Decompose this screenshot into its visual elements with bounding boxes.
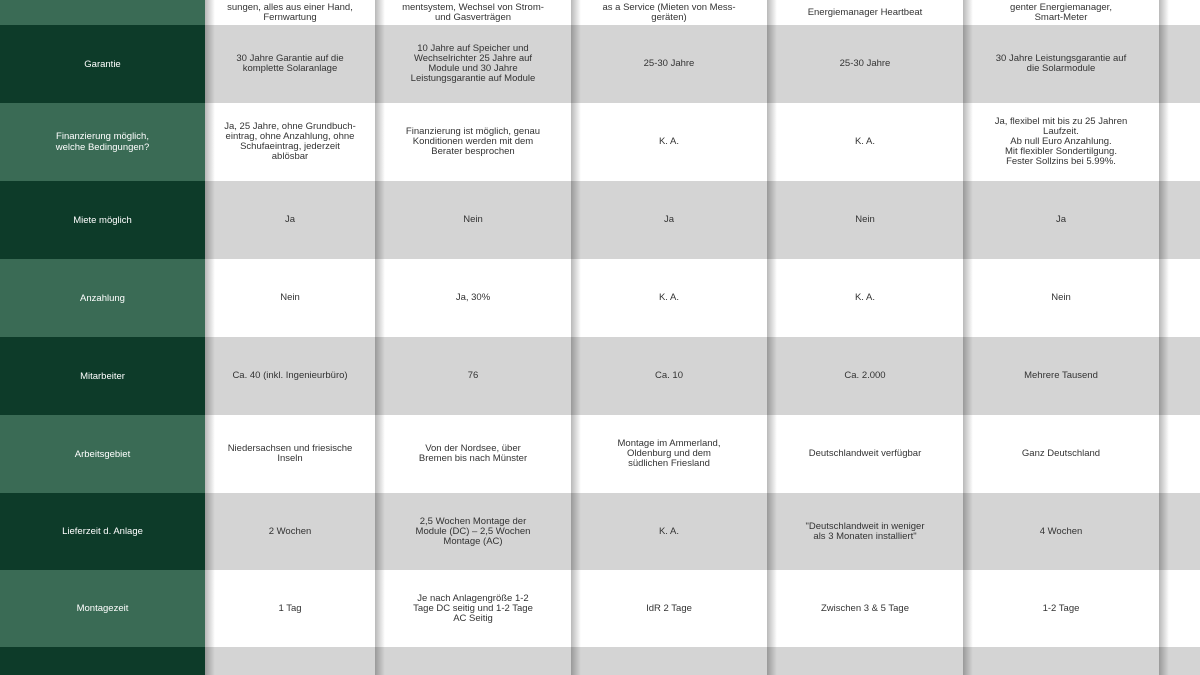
table-row-finanzierung [0,103,1200,181]
table-cell: Nein [463,214,483,225]
table-row-top [0,0,1200,25]
table-cell: 2 Wochen [268,525,312,537]
table-cell: Ja [1055,214,1067,225]
table-row-garantie [0,25,1200,103]
table-cell: 25-30 Jahre [643,58,695,69]
row-label [0,0,205,25]
table-cell: "Deutschlandweit in weniger als 3 Monaten installiert" [805,520,925,542]
table-cell: Montage im Ammerland, Oldenburg und dem südlichen Friesland [617,438,721,469]
table-cell: sungen, alles aus einer Hand, Fernwartung [227,1,353,23]
table-cell: Ja [284,214,296,225]
table-cell: Ja, 25 Jahre, ohne Grundbuch- eintrag, ohne Anzahlung, ohne Schufaeintrag, jederzeit ablösbar [224,121,356,162]
table-cell: K. A. [854,292,876,303]
table-cell [571,647,767,675]
table-cell [1159,570,1200,647]
table-cell: Mehrere Tausend [1024,370,1098,381]
table-cell: K. A. [658,136,680,147]
row-label: Lieferzeit d. Anlage [0,493,205,570]
table-cell [1159,25,1200,103]
table-cell: Ja, 30% [455,292,491,303]
table-cell: 10 Jahre auf Speicher und Wechselrichter 25 Jahre auf Module und 30 Jahre Leistungsgarantie auf Module [410,43,536,84]
table-cell: 30 Jahre Garantie auf die komplette Solaranlage [236,53,344,74]
table-cell [963,647,1159,675]
row-label: Montagezeit [0,570,205,647]
table-cell: Ja [663,214,675,225]
row-label: Garantie [0,25,205,103]
table-row-montagezeit [0,570,1200,647]
table-cell: as a Service (Mieten von Mess- geräten) [602,1,736,23]
table-cell: Nein [855,214,875,225]
table-cell: 1 Tag [278,602,302,614]
table-row-bottom [0,647,1200,675]
table-cell: Je nach Anlagengröße 1-2 Tage DC seitig und 1-2 Tage AC Seitig [413,592,533,624]
table-cell: 76 [467,370,479,381]
row-label: Anzahlung [0,259,205,337]
table-cell: Ca. 10 [655,370,683,381]
table-cell [767,647,963,675]
table-cell: 2,5 Wochen Montage der Module (DC) – 2,5 Wochen Montage (AC) [415,515,531,547]
table-cell [1159,415,1200,493]
table-cell: Nein [280,292,300,303]
table-cell: Ja, flexibel mit bis zu 25 Jahren Laufzeit. Ab null Euro Anzahlung. Mit flexibler Sondertilgung. Fester Sollzins bei 5.99%. [994,116,1128,167]
table-cell [375,647,571,675]
table-cell: Nein [1051,292,1071,303]
table-cell: Zwischen 3 & 5 Tage [820,602,909,614]
row-label [0,647,205,675]
table-cell [1159,0,1200,25]
table-row-miete [0,181,1200,259]
table-cell [1159,337,1200,415]
table-cell: Niedersachsen und friesische Inseln [227,443,353,464]
table-cell [1159,259,1200,337]
table-cell [205,647,375,675]
row-label: Arbeitsgebiet [0,415,205,493]
table-cell: 1-2 Tage [1042,602,1080,614]
table-cell [1159,493,1200,570]
table-cell: K. A. [658,292,680,303]
table-cell: 25-30 Jahre [839,58,891,69]
table-row-anzahlung [0,259,1200,337]
row-label: Miete möglich [0,181,205,259]
table-cell: Deutschlandweit verfügbar [808,448,922,459]
table-row-lieferzeit [0,493,1200,570]
table-cell: Ca. 40 (inkl. Ingenieurbüro) [232,370,348,381]
table-cell: genter Energiemanager, Smart-Meter [1010,1,1112,23]
table-row-mitarbeiter [0,337,1200,415]
table-cell [1159,647,1200,675]
table-cell [1159,103,1200,181]
table-cell: IdR 2 Tage [646,602,692,614]
table-cell: K. A. [854,136,876,147]
table-cell: K. A. [658,525,680,537]
table-cell [1159,181,1200,259]
table-cell: 30 Jahre Leistungsgarantie auf die Solarmodule [995,53,1127,74]
row-label: Mitarbeiter [0,337,205,415]
table-cell: Energiemanager Heartbeat [807,6,923,18]
table-cell: Von der Nordsee, über Bremen bis nach Münster [418,443,528,464]
table-cell: Ganz Deutschland [1021,448,1101,459]
table-row-arbeitsgebiet [0,415,1200,493]
row-label: Finanzierung möglich, welche Bedingungen? [0,103,205,181]
table-cell: Finanzierung ist möglich, genau Konditionen werden mit dem Berater besprochen [405,126,541,157]
table-cell: 4 Wochen [1039,525,1083,537]
table-cell: mentsystem, Wechsel von Strom- und Gasverträgen [402,1,544,23]
table-cell: Ca. 2.000 [844,370,886,381]
